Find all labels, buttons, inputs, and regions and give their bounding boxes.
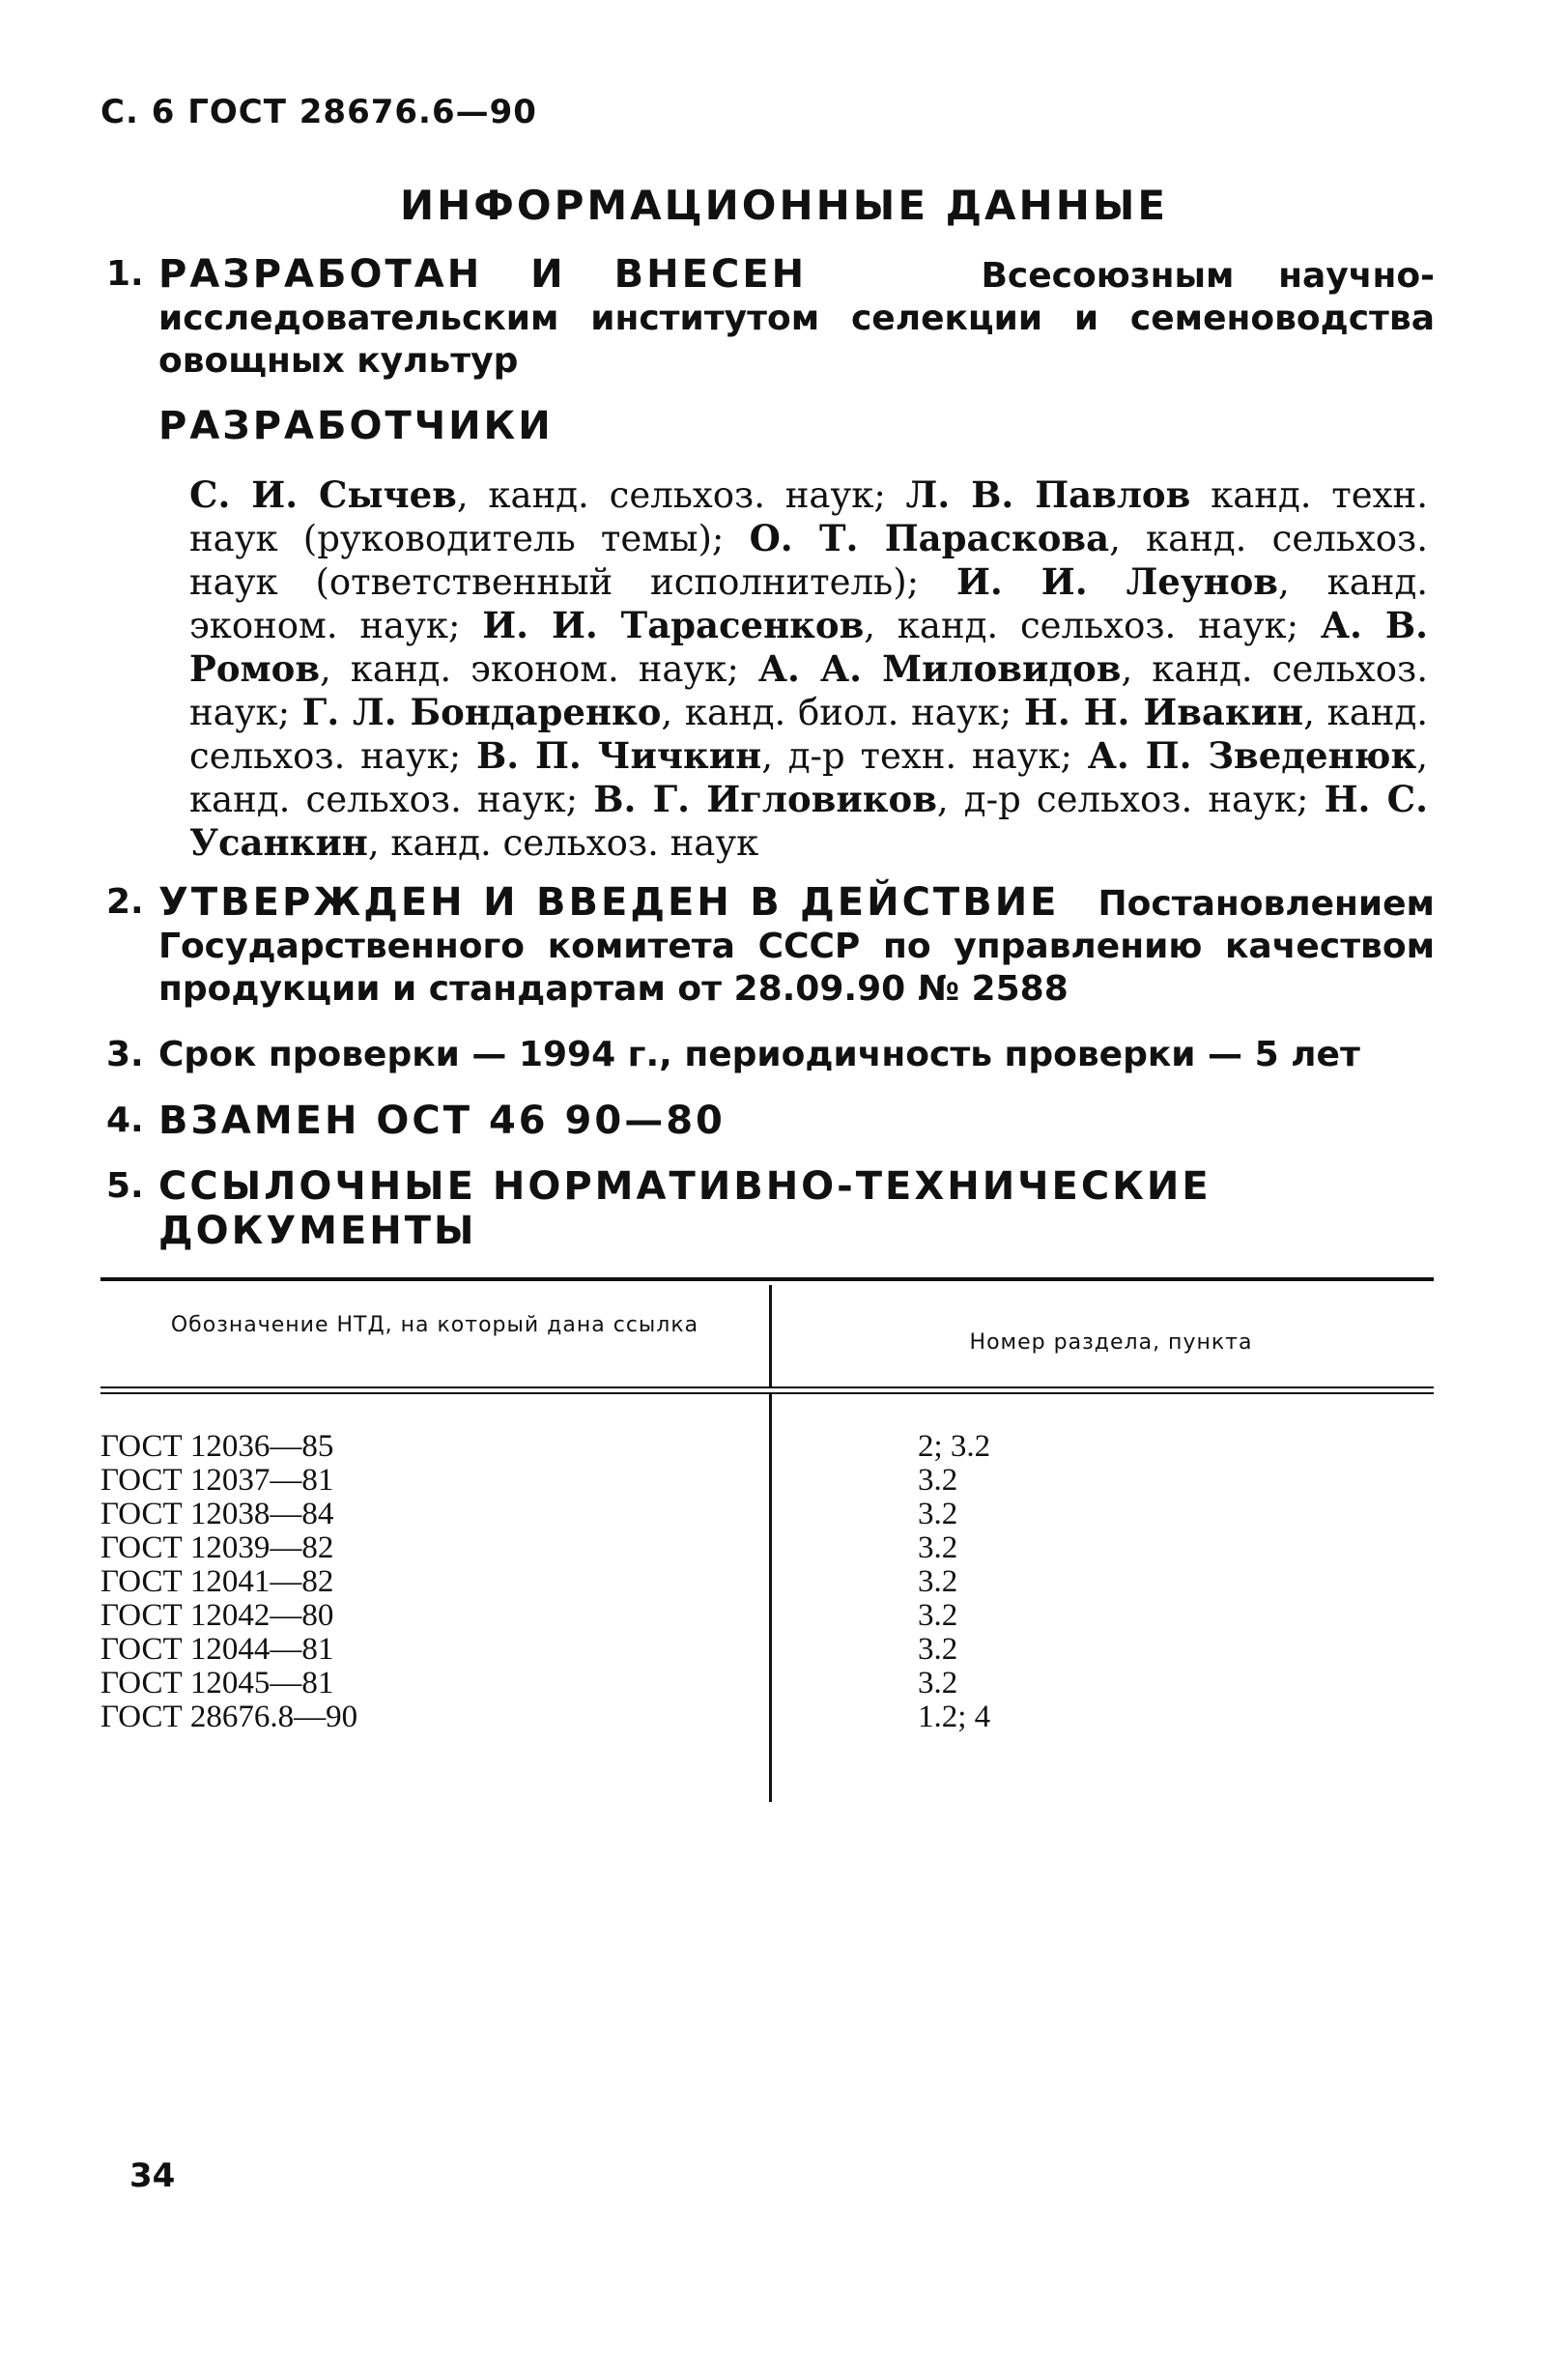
table-cell-doc: ГОСТ 12036—85 <box>100 1429 334 1464</box>
developer-name: И. И. Тарасенков <box>482 604 865 646</box>
section-1-heading: РАЗРАБОТАН И ВНЕСЕН <box>158 252 808 297</box>
table-col2-values <box>918 1430 990 1734</box>
table-cell-ref: 3.2 <box>918 1598 958 1633</box>
table-cell-doc: ГОСТ 12039—82 <box>100 1530 334 1565</box>
table-cell-doc: ГОСТ 28676.8—90 <box>100 1700 358 1734</box>
developers-heading: РАЗРАБОТЧИКИ <box>158 404 554 448</box>
developer-degree: , канд. сельхоз. наук (ответственный исполнитель); <box>189 518 1428 603</box>
table-cell-doc: ГОСТ 12037—81 <box>100 1463 334 1498</box>
developer-name: В. П. Чичкин <box>475 734 762 777</box>
section-2-number: 2. <box>106 882 144 922</box>
developer-name: С. И. Сычев <box>189 473 457 516</box>
developer-degree: канд. техн. наук (руководитель темы); <box>189 474 1428 559</box>
developer-name: Г. Л. Бондаренко <box>301 691 662 733</box>
table-cell-ref: 3.2 <box>918 1497 958 1531</box>
table-top-rule <box>100 1277 1434 1281</box>
table-body-divider <box>769 1394 772 1802</box>
developer-degree: , д-р техн. наук; <box>761 735 1088 777</box>
developer-degree: , канд. сельхоз. наук <box>367 822 759 864</box>
table-cell-doc: ГОСТ 12038—84 <box>100 1497 334 1531</box>
section-2-text: Постановлением Государственного комитета СССР по управлению качеством продукции и стандартам от 28.09.90 № 2588 <box>158 884 1435 1009</box>
page-number: 34 <box>129 2157 176 2195</box>
table-header-divider <box>769 1285 772 1386</box>
developer-degree: , канд. сельхоз. наук; <box>189 648 1428 733</box>
table-cell-ref: 3.2 <box>918 1666 958 1700</box>
developer-name: А. П. Зведенюк <box>1087 734 1417 777</box>
developer-name: О. Т. Параскова <box>749 517 1110 559</box>
section-4-number: 4. <box>106 1100 144 1140</box>
developer-name: И. И. Леунов <box>955 560 1278 603</box>
table-cell-ref: 3.2 <box>918 1632 958 1667</box>
developer-name: Н. С. Усанкин <box>189 778 1428 864</box>
page-title: ИНФОРМАЦИОННЫЕ ДАННЫЕ <box>399 182 1169 229</box>
section-1 <box>106 253 1435 383</box>
developer-name: А. А. Миловидов <box>757 647 1122 690</box>
developer-degree: , канд. эконом. наук; <box>320 648 758 690</box>
developer-name: А. В. Ромов <box>189 604 1428 690</box>
developer-degree: , канд. сельхоз. наук; <box>189 692 1428 777</box>
table-cell-doc: ГОСТ 12045—81 <box>100 1666 334 1700</box>
developer-degree: , канд. биол. наук; <box>661 692 1024 733</box>
developer-name: Н. Н. Ивакин <box>1023 691 1304 733</box>
section-4-heading: ВЗАМЕН ОСТ 46 90—80 <box>158 1099 726 1143</box>
table-header-rule-1 <box>100 1386 1434 1388</box>
developers-list <box>189 473 1428 865</box>
table-cell-doc: ГОСТ 12044—81 <box>100 1632 334 1667</box>
table-cell-doc: ГОСТ 12041—82 <box>100 1564 334 1599</box>
table-cell-ref: 3.2 <box>918 1564 958 1599</box>
developer-degree: , канд. эконом. наук; <box>189 561 1428 646</box>
section-4 <box>106 1100 1435 1144</box>
table-col2-header: Номер раздела, пункта <box>969 1330 1253 1355</box>
section-5-heading: ССЫЛОЧНЫЕ НОРМАТИВНО-ТЕХНИЧЕСКИЕ ДОКУМЕНТЫ <box>158 1164 1212 1253</box>
table-col1-header: Обозначение НТД, на который дана ссылка <box>170 1313 699 1337</box>
table-cell-doc: ГОСТ 12042—80 <box>100 1598 334 1633</box>
section-3-text: Срок проверки — 1994 г., периодичность проверки — 5 лет <box>158 1035 1360 1074</box>
section-5 <box>106 1165 1435 1254</box>
section-3 <box>106 1034 1435 1076</box>
section-1-number: 1. <box>106 254 144 294</box>
table-col1-values <box>100 1430 357 1734</box>
developer-degree: , д-р сельхоз. наук; <box>936 779 1325 820</box>
developer-degree: , канд. сельхоз. наук; <box>456 474 906 516</box>
developer-degree: , канд. сельхоз. наук; <box>189 735 1428 820</box>
running-head: С. 6 ГОСТ 28676.6—90 <box>100 93 537 131</box>
developer-degree: , канд. сельхоз. наук; <box>864 605 1321 646</box>
section-3-number: 3. <box>106 1035 144 1074</box>
table-cell-ref: 1.2; 4 <box>918 1700 991 1734</box>
section-2-heading: УТВЕРЖДЕН И ВВЕДЕН В ДЕЙСТВИЕ <box>158 880 1060 925</box>
table-cell-ref: 2; 3.2 <box>918 1429 991 1464</box>
table-cell-ref: 3.2 <box>918 1463 958 1498</box>
section-1-text: Всесоюзным научно-исследовательским институтом селекции и семеноводства овощных культур <box>158 256 1435 381</box>
section-2 <box>106 881 1435 1011</box>
section-5-number: 5. <box>106 1166 144 1206</box>
table-cell-ref: 3.2 <box>918 1530 958 1565</box>
table-header-rule-2 <box>100 1392 1434 1394</box>
developer-name: В. Г. Игловиков <box>593 778 937 820</box>
developer-name: Л. В. Павлов <box>905 473 1191 516</box>
